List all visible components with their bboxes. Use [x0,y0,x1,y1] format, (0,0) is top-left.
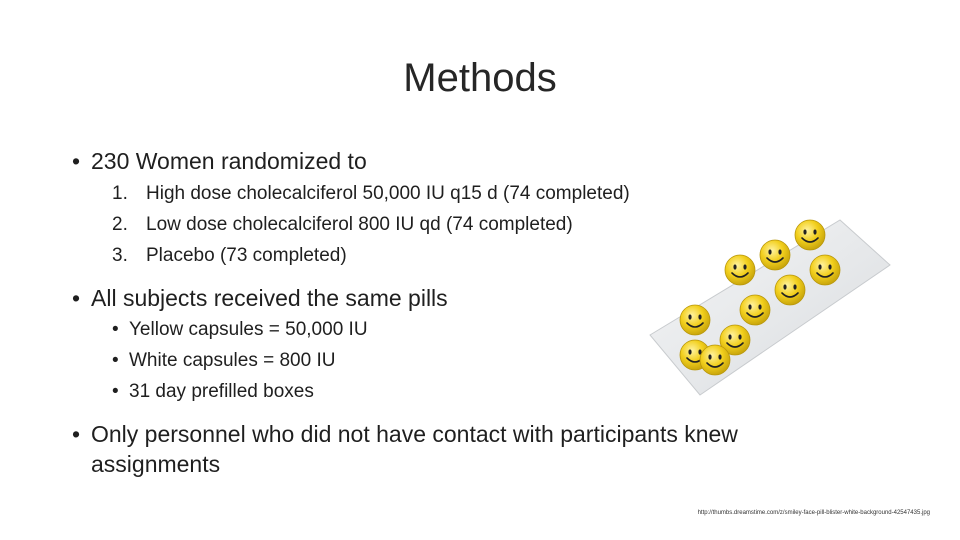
smiley-pill [810,255,840,285]
smiley-pill-blister-image [640,210,900,410]
slide-title: Methods [403,56,557,100]
bullet-text: Only personnel who did not have contact with participants knew assignments [91,421,738,477]
item-text: White capsules = 800 IU [129,350,336,371]
bullet-text: All subjects received the same pills [91,285,448,311]
smiley-pill [700,345,730,375]
bullet-icon [72,419,80,449]
bullet-icon [112,345,119,376]
bullet-icon [72,146,80,176]
bullet-personnel [72,419,872,479]
bullet-icon [112,314,119,345]
item-number: 3. [112,245,128,266]
list-item [112,178,872,209]
item-number: 1. [112,183,128,204]
bullet-icon [72,283,80,313]
smiley-pill [740,295,770,325]
smiley-pill [760,240,790,270]
item-text: 31 day prefilled boxes [129,381,314,402]
item-text: Yellow capsules = 50,000 IU [129,319,368,340]
item-text: High dose cholecalciferol 50,000 IU q15 d (74 completed) [146,183,630,204]
item-text: Low dose cholecalciferol 800 IU qd (74 completed) [146,214,573,235]
image-credit: http://thumbs.dreamstime.com/z/smiley-face-pill-blister-white-background-42547435.jpg [697,510,930,516]
smiley-pill [795,220,825,250]
bullet-text: 230 Women randomized to [91,148,367,174]
bullet-icon [112,376,119,407]
bullet-randomized [72,146,872,176]
item-number: 2. [112,214,128,235]
item-text: Placebo (73 completed) [146,245,347,266]
smiley-pill [680,305,710,335]
smiley-pill [725,255,755,285]
smiley-pill [775,275,805,305]
